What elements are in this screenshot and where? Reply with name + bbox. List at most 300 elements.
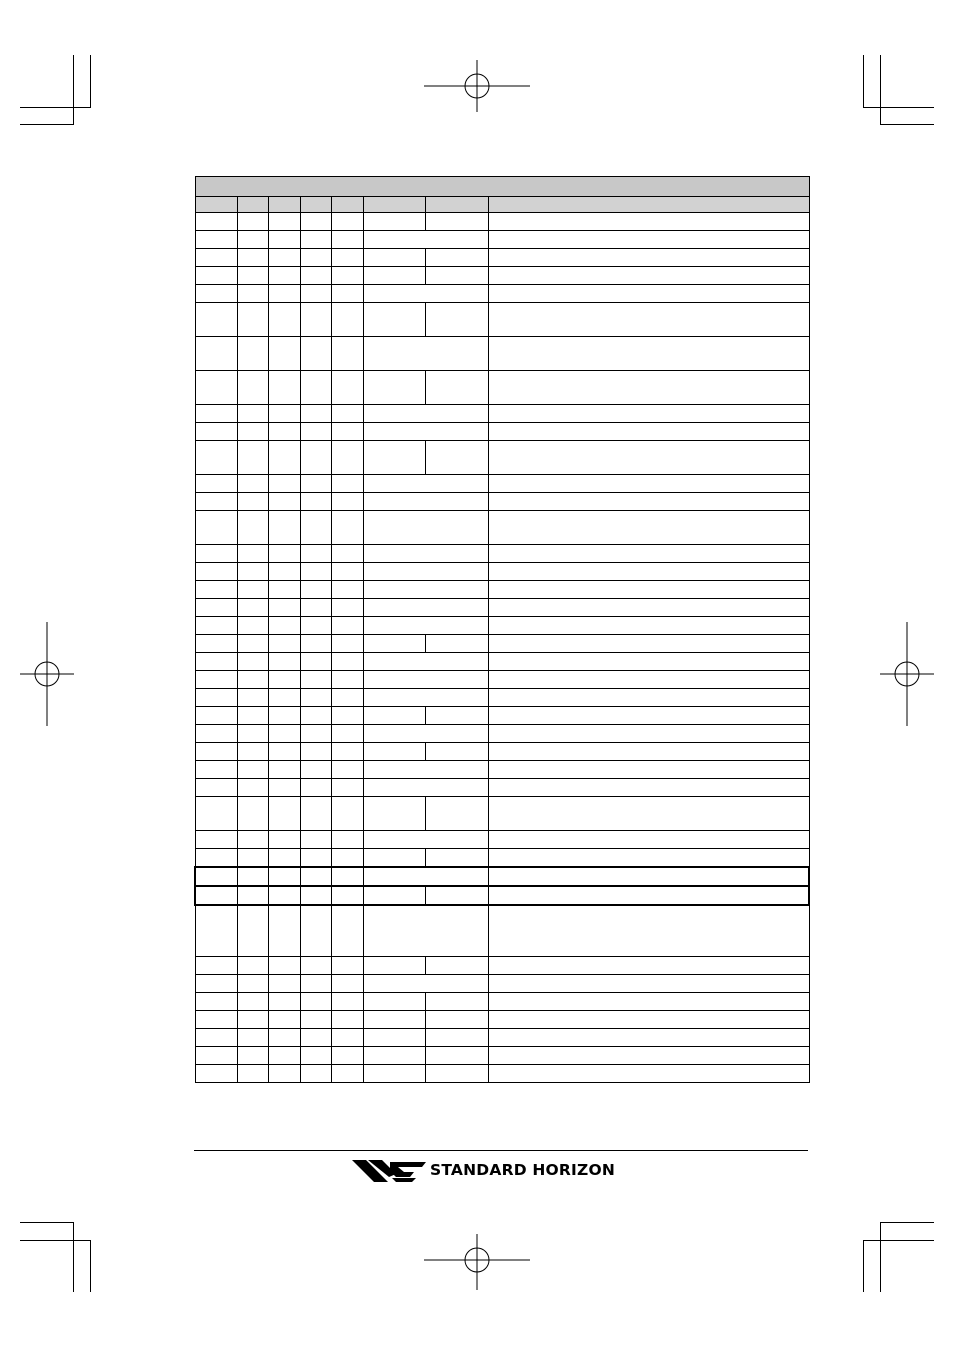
table-cell [195,886,237,905]
table-cell [300,405,331,423]
table-row [195,797,809,831]
table-cell [425,213,488,231]
table-cell [300,617,331,635]
table-cell [300,337,331,371]
table-cell [195,831,237,849]
table-cell [195,285,237,303]
table-cell [331,267,363,285]
table-cell [237,303,268,337]
table-row [195,563,809,581]
table-cell [488,249,809,267]
table-cell [195,405,237,423]
table-cell [331,797,363,831]
table-cell [331,213,363,231]
table-cell [331,599,363,617]
table-row [195,337,809,371]
table-cell [268,975,300,993]
table-cell [363,653,488,671]
table-cell [195,545,237,563]
table-cell [363,493,488,511]
table-cell [237,405,268,423]
table-cell [268,993,300,1011]
table-cell [363,975,488,993]
table-cell [425,267,488,285]
table-cell [268,886,300,905]
table-cell [268,545,300,563]
table-cell [363,581,488,599]
table-cell [195,689,237,707]
footer-rule [194,1150,808,1151]
table-cell [363,1029,425,1047]
table-cell [237,1047,268,1065]
table-title-row [195,177,809,197]
table-cell [425,303,488,337]
table-cell [195,249,237,267]
table-row [195,975,809,993]
table-cell [363,689,488,707]
table-cell [331,905,363,957]
table-cell [331,1047,363,1065]
table-cell [237,249,268,267]
table-cell [300,886,331,905]
table-cell [331,475,363,493]
table-cell [268,475,300,493]
table-cell [331,707,363,725]
table-cell [195,441,237,475]
table-cell [300,249,331,267]
registration-target-top [424,60,530,112]
header-cell [425,197,488,213]
table-cell [363,337,488,371]
table-cell [268,285,300,303]
table-cell [300,905,331,957]
table-cell [195,1029,237,1047]
table-cell [488,1065,809,1083]
table-cell [300,797,331,831]
table-cell [488,371,809,405]
table-cell [237,441,268,475]
table-cell [237,475,268,493]
header-cell [300,197,331,213]
table-cell [268,957,300,975]
table-cell [268,779,300,797]
table-cell [195,599,237,617]
header-cell [331,197,363,213]
table-cell [363,405,488,423]
table-cell [268,849,300,868]
table-cell [488,635,809,653]
table-cell [195,1047,237,1065]
table-cell [488,725,809,743]
table-cell [237,337,268,371]
table-cell [363,545,488,563]
table-cell [300,1047,331,1065]
table-row [195,1011,809,1029]
table-cell [488,867,809,886]
table-cell [195,303,237,337]
table-cell [363,599,488,617]
table-cell [237,581,268,599]
table-cell [237,285,268,303]
table-cell [268,405,300,423]
table-row [195,285,809,303]
table-cell [268,423,300,441]
table-cell [488,886,809,905]
table-cell [331,743,363,761]
table-cell [331,779,363,797]
table-cell [300,743,331,761]
table-row [195,213,809,231]
table-cell [300,653,331,671]
table-cell [300,957,331,975]
header-cell [488,197,809,213]
table-header-row [195,197,809,213]
table-cell [237,831,268,849]
table-cell [425,441,488,475]
table-cell [331,581,363,599]
table-cell [195,975,237,993]
table-row [195,405,809,423]
table-cell [237,975,268,993]
registration-target-left [20,622,76,726]
table-row [195,743,809,761]
table-row [195,1065,809,1083]
table-cell [363,249,425,267]
table-cell [195,511,237,545]
header-cell [237,197,268,213]
table-cell [237,867,268,886]
table-cell [195,371,237,405]
table-row [195,423,809,441]
table-cell [195,993,237,1011]
table-cell [331,886,363,905]
table-cell [268,249,300,267]
table-cell [488,831,809,849]
table-cell [300,511,331,545]
table-cell [488,761,809,779]
table-cell [195,725,237,743]
table-cell [363,957,425,975]
table-cell [237,743,268,761]
table-row [195,617,809,635]
table-cell [268,493,300,511]
table-cell [488,957,809,975]
table-cell [195,1065,237,1083]
table-cell [363,671,488,689]
channel-table [194,176,808,1083]
table-cell [331,867,363,886]
table-cell [363,707,425,725]
table-cell [331,303,363,337]
table-cell [300,231,331,249]
table-cell [488,1029,809,1047]
table-cell [488,475,809,493]
table-row [195,671,809,689]
table-cell [331,371,363,405]
table-cell [488,303,809,337]
table-cell [331,1029,363,1047]
table-cell [363,267,425,285]
table-cell [425,1047,488,1065]
table-cell [331,493,363,511]
table-cell [268,797,300,831]
table-cell [300,849,331,868]
table-cell [237,993,268,1011]
table-row [195,267,809,285]
table-cell [331,725,363,743]
table-cell [300,267,331,285]
table-row [195,779,809,797]
table-cell [237,761,268,779]
table-row [195,905,809,957]
table-cell [363,231,488,249]
table-cell [268,725,300,743]
table-cell [195,231,237,249]
table-cell [300,1065,331,1083]
table-cell [195,475,237,493]
table-cell [300,423,331,441]
table-cell [195,423,237,441]
table-cell [237,213,268,231]
table-cell [488,1011,809,1029]
table-cell [237,1029,268,1047]
table-cell [425,1029,488,1047]
table-cell [363,743,425,761]
table-row [195,249,809,267]
table-cell [237,617,268,635]
table-cell [268,1065,300,1083]
table-cell [237,725,268,743]
table-cell [488,797,809,831]
table-cell [268,563,300,581]
table-row [195,371,809,405]
table-cell [195,581,237,599]
table-cell [488,779,809,797]
table-cell [331,761,363,779]
table-cell [488,511,809,545]
table-cell [195,1011,237,1029]
table-row [195,635,809,653]
table-row [195,707,809,725]
table-cell [237,493,268,511]
table-cell [268,511,300,545]
table-cell [488,653,809,671]
table-cell [300,1029,331,1047]
table-cell [268,635,300,653]
table-cell [268,441,300,475]
table-cell [363,831,488,849]
registration-target-bottom [424,1234,530,1290]
table-cell [363,475,488,493]
table-cell [363,213,425,231]
table-row [195,849,809,868]
table-cell [363,1065,425,1083]
table-cell [268,1011,300,1029]
table-cell [237,1065,268,1083]
header-cell [363,197,425,213]
table-cell [268,1047,300,1065]
table-cell [363,725,488,743]
table-cell [488,617,809,635]
table-cell [268,371,300,405]
table-cell [237,511,268,545]
table-cell [300,285,331,303]
table-cell [363,867,488,886]
table-cell [268,905,300,957]
table-cell [488,285,809,303]
table-cell [331,993,363,1011]
table-cell [268,599,300,617]
table-cell [425,849,488,868]
table-cell [300,635,331,653]
table-cell [331,957,363,975]
table-cell [488,599,809,617]
table-cell [488,493,809,511]
table-cell [195,617,237,635]
table-cell [195,267,237,285]
table-row [195,1047,809,1065]
table-cell [237,905,268,957]
table-cell [488,849,809,868]
table-cell [268,689,300,707]
table-cell [300,761,331,779]
table-cell [331,635,363,653]
table-cell [268,581,300,599]
table-cell [268,707,300,725]
table-row [195,581,809,599]
table-row [195,867,809,886]
table-cell [300,475,331,493]
table-cell [195,707,237,725]
table-cell [331,975,363,993]
table-row [195,511,809,545]
table-cell [331,689,363,707]
table-row [195,231,809,249]
table-cell [237,689,268,707]
table-cell [331,511,363,545]
header-cell [268,197,300,213]
table-cell [425,707,488,725]
table-cell [488,441,809,475]
table-cell [488,689,809,707]
table-cell [363,635,425,653]
table-cell [268,213,300,231]
table-cell [300,371,331,405]
table-cell [331,653,363,671]
table-cell [268,743,300,761]
table-cell [425,886,488,905]
table-cell [488,267,809,285]
brand-logo [352,1158,652,1184]
table-cell [488,545,809,563]
table-cell [195,563,237,581]
table-cell [425,371,488,405]
table-cell [331,249,363,267]
table-cell [268,267,300,285]
table-cell [363,371,425,405]
table-cell [363,779,488,797]
table-cell [363,761,488,779]
table-cell [363,511,488,545]
table-cell [425,249,488,267]
table-cell [268,617,300,635]
table-row [195,303,809,337]
table-row [195,957,809,975]
table-cell [488,563,809,581]
table-cell [300,975,331,993]
table-cell [331,831,363,849]
table-cell [237,371,268,405]
table-row [195,441,809,475]
table-row [195,653,809,671]
table-cell [300,993,331,1011]
table-cell [488,975,809,993]
table-cell [268,1029,300,1047]
table-cell [268,867,300,886]
table-cell [237,779,268,797]
table-cell [268,231,300,249]
table-cell [425,743,488,761]
table-cell [237,653,268,671]
table-cell [237,423,268,441]
table-cell [331,545,363,563]
table-cell [331,617,363,635]
table-cell [300,599,331,617]
table-cell [195,671,237,689]
table-cell [363,849,425,868]
table-cell [300,581,331,599]
table-cell [363,563,488,581]
table-cell [363,1047,425,1065]
table-cell [488,423,809,441]
table-cell [488,337,809,371]
table-cell [488,707,809,725]
table-cell [268,831,300,849]
table-title-cell [195,177,809,197]
table-cell [237,797,268,831]
standard-horizon-logo-icon [352,1158,428,1184]
table-cell [331,337,363,371]
table-cell [488,581,809,599]
table-cell [488,1047,809,1065]
brand-name: STANDARD HORIZON [430,1161,615,1179]
table-cell [363,617,488,635]
table-cell [331,1011,363,1029]
table-cell [195,849,237,868]
table-cell [195,779,237,797]
table-cell [425,797,488,831]
table-row [195,493,809,511]
table-cell [195,337,237,371]
table-cell [363,993,425,1011]
table-cell [237,599,268,617]
table-cell [237,563,268,581]
table-cell [237,267,268,285]
table-cell [425,957,488,975]
table-cell [425,635,488,653]
table-cell [300,563,331,581]
table-cell [300,545,331,563]
table-row [195,886,809,905]
table-cell [425,993,488,1011]
table-cell [363,441,425,475]
table-cell [195,493,237,511]
table-cell [363,303,425,337]
table-cell [237,886,268,905]
table-cell [268,337,300,371]
table-cell [331,849,363,868]
table-cell [331,1065,363,1083]
